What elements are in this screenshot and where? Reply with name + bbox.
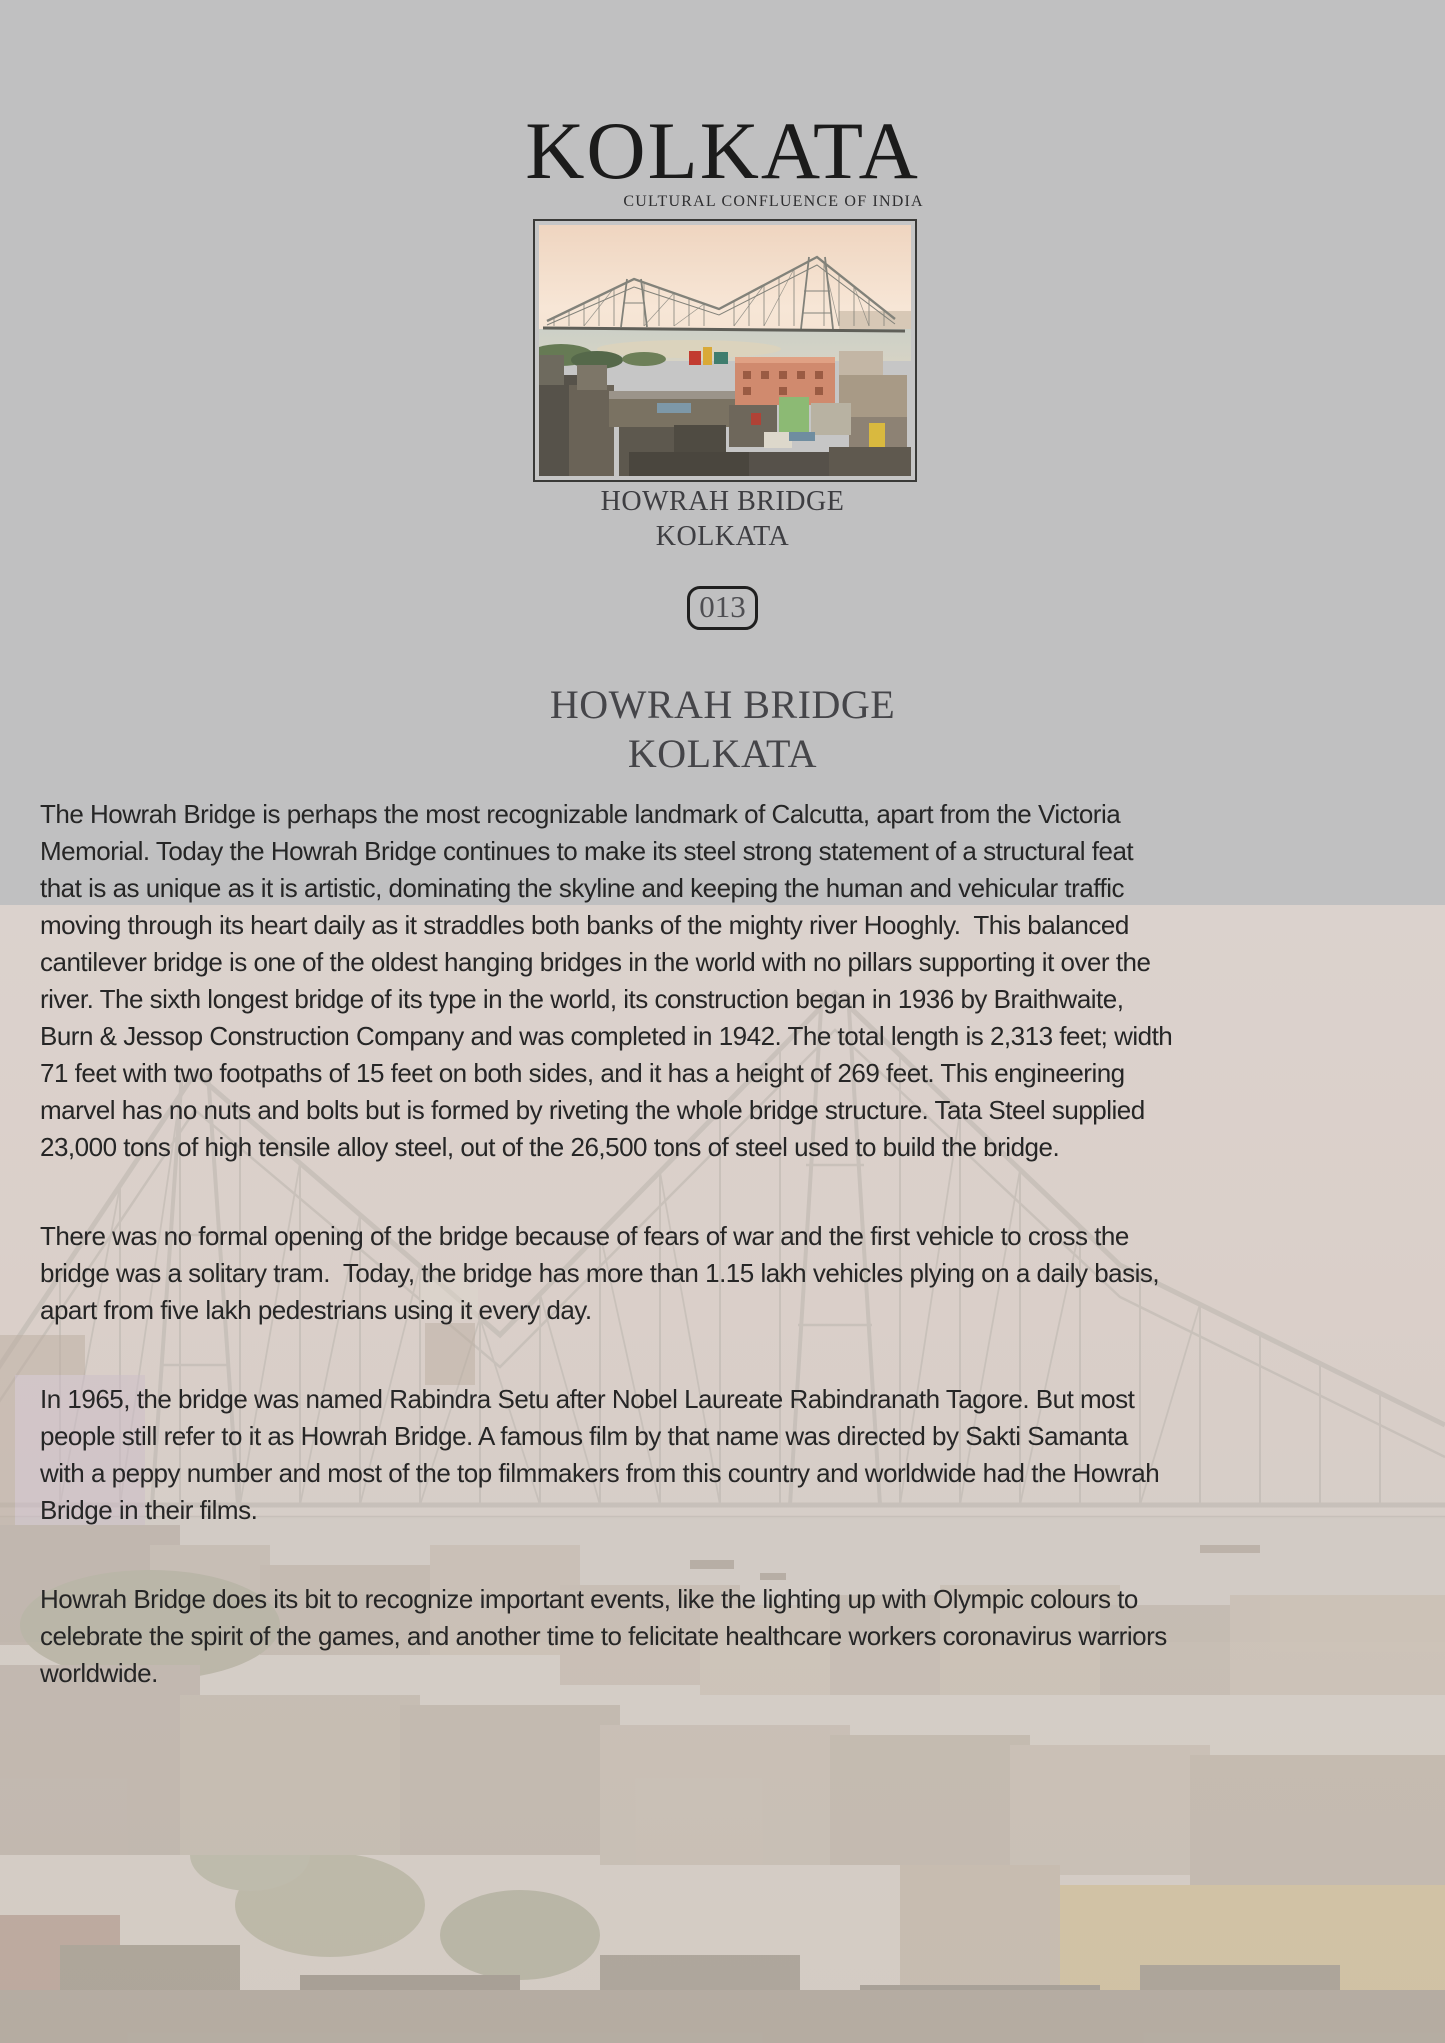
paragraph-line: In 1965, the bridge was named Rabindra Setu after Nobel Laureate Rabindranath Tagore. But most <box>40 1384 1135 1414</box>
paragraph <box>40 1381 1410 1529</box>
paragraph-line: with a peppy number and most of the top filmmakers from this country and worldwide had the Howrah <box>40 1458 1160 1488</box>
paragraph-line: people still refer to it as Howrah Bridge. A famous film by that name was directed by Sakti Samanta <box>40 1421 1128 1451</box>
paragraph <box>40 1581 1410 1692</box>
paragraph-line: The Howrah Bridge is perhaps the most recognizable landmark of Calcutta, apart from the Victoria <box>40 799 1121 829</box>
paragraph-line: Memorial. Today the Howrah Bridge continues to make its steel strong statement of a structural feat <box>40 836 1134 866</box>
page-subtitle: CULTURAL CONFLUENCE OF INDIA <box>623 193 924 210</box>
page-number-badge-wrap <box>0 586 1445 630</box>
main-heading-line2: KOLKATA <box>627 731 818 776</box>
paragraph-line: worldwide. <box>40 1658 158 1688</box>
photo-caption <box>0 484 1445 554</box>
page-number-badge: 013 <box>687 586 758 630</box>
paragraph-line: marvel has no nuts and bolts but is formed by riveting the whole bridge structure. Tata Steel supplied <box>40 1095 1145 1125</box>
paragraph-line: that is as unique as it is artistic, dominating the skyline and keeping the human and vehicular traffic <box>40 873 1124 903</box>
main-heading-line1: HOWRAH BRIDGE <box>549 682 896 727</box>
paragraph-line: cantilever bridge is one of the oldest hanging bridges in the world with no pillars supporting it over the <box>40 947 1151 977</box>
paragraph-line: river. The sixth longest bridge of its type in the world, its construction began in 1936 by Braithwaite, <box>40 984 1124 1014</box>
body-text <box>40 796 1410 1744</box>
paragraph-line: 23,000 tons of high tensile alloy steel, out of the 26,500 tons of steel used to build the bridge. <box>40 1132 1060 1162</box>
paragraph <box>40 796 1410 1166</box>
paragraph-line: moving through its heart daily as it straddles both banks of the mighty river Hooghly. This balanced <box>40 910 1129 940</box>
cover-photo-frame <box>533 219 917 482</box>
paragraph-line: celebrate the spirit of the games, and another time to felicitate healthcare workers coronavirus warriors <box>40 1621 1167 1651</box>
paragraph-line: bridge was a solitary tram. Today, the bridge has more than 1.15 lakh vehicles plying on a daily basis, <box>40 1258 1160 1288</box>
page-title: KOLKATA <box>525 105 920 196</box>
paragraph <box>40 1218 1410 1329</box>
paragraph-line: 71 feet with two footpaths of 15 feet on both sides, and it has a height of 269 feet. This engineering <box>40 1058 1125 1088</box>
photo-caption-line1: HOWRAH BRIDGE <box>600 486 845 517</box>
paragraph-line: There was no formal opening of the bridge because of fears of war and the first vehicle to cross the <box>40 1221 1129 1251</box>
masthead <box>0 105 1445 211</box>
paragraph-line: Howrah Bridge does its bit to recognize important events, like the lighting up with Olympic colours to <box>40 1584 1138 1614</box>
paragraph-line: apart from five lakh pedestrians using it every day. <box>40 1295 592 1325</box>
paragraph-line: Bridge in their films. <box>40 1495 258 1525</box>
main-heading <box>0 680 1445 778</box>
cover-photo-illustration <box>539 225 911 476</box>
paragraph-line: Burn & Jessop Construction Company and was completed in 1942. The total length is 2,313 feet; width <box>40 1021 1173 1051</box>
photo-caption-line2: KOLKATA <box>655 521 790 552</box>
